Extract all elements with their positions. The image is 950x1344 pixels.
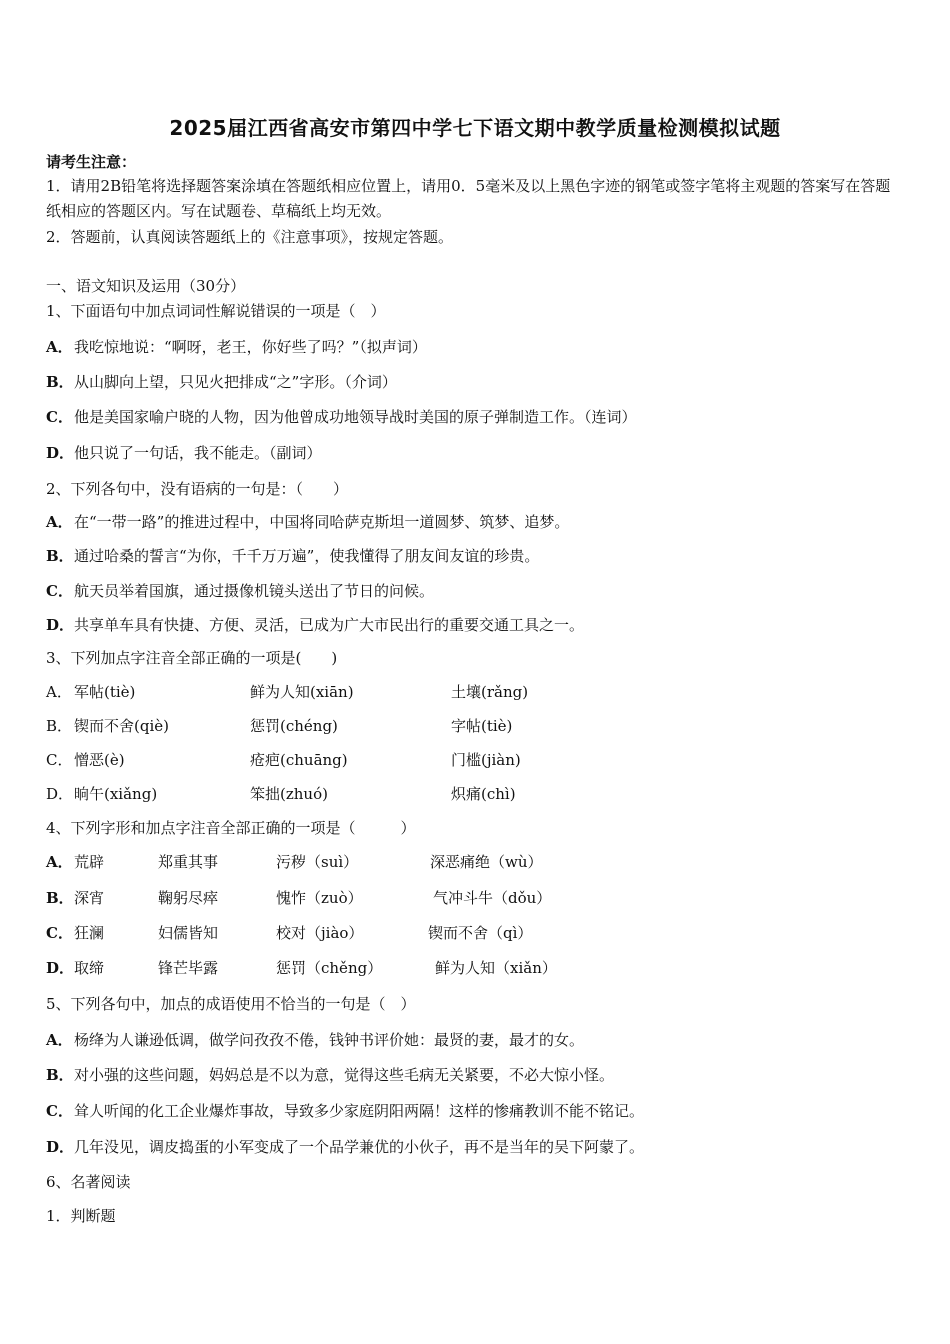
- question-1-option-a: A．我吃惊地说：“啊呀，老王，你好些了吗？”（拟声词）: [46, 338, 427, 356]
- question-2-option-a: A．在“一带一路”的推进过程中，中国将同哈萨克斯坦一道圆梦、筑梦、追梦。: [46, 513, 570, 531]
- question-2-stem: 2、下列各句中，没有语病的一句是：（ ）: [46, 480, 349, 498]
- question-3-option-a-item-3: 土壤(rǎng): [451, 683, 529, 701]
- question-3-option-d-item-2: 笨拙(zhuó): [250, 785, 328, 803]
- question-4-option-d-letter: D．: [46, 959, 75, 977]
- question-4-option-c-item-4: 锲而不舍（qì）: [428, 924, 533, 942]
- question-4-option-a-item-2: 郑重其事: [158, 853, 219, 871]
- question-3-option-a-letter: A．: [46, 683, 72, 701]
- notice-item-2: 2．答题前，认真阅读答题纸上的《注意事项》，按规定答题。: [46, 228, 454, 246]
- page-title: 2025届江西省高安市第四中学七下语文期中教学质量检测模拟试题: [169, 116, 781, 140]
- question-6-stem: 6、名著阅读: [46, 1173, 131, 1191]
- question-3-option-b-item-1: 锲而不舍(qiè): [74, 717, 169, 735]
- question-5-option-d: D．几年没见，调皮捣蛋的小军变成了一个品学兼优的小伙子，再不是当年的吴下阿蒙了。: [46, 1138, 645, 1156]
- question-3-option-c-item-1: 憎恶(è): [74, 751, 125, 769]
- question-4-option-a-item-3: 污秽（suì）: [276, 853, 359, 871]
- question-4-option-b-item-4: 气冲斗牛（dǒu）: [433, 889, 552, 907]
- question-4-option-a-letter: A．: [46, 853, 73, 871]
- question-4-option-d-item-3: 惩罚（chěng）: [276, 959, 383, 977]
- section-heading: 一、语文知识及运用（30分）: [46, 277, 246, 295]
- question-4-option-d-item-1: 取缔: [74, 959, 105, 977]
- notice-item-1: 1．请用2B铅笔将选择题答案涂填在答题纸相应位置上，请用0．5毫米及以上黑色字迹的钢笔或签字笔将主观题的答案写在答题纸相应的答题区内。写在试题卷、草稿纸上均无效。: [46, 177, 891, 220]
- question-4-option-b-item-3: 愧怍（zuò）: [276, 889, 363, 907]
- question-1-option-c: C．他是美国家喻户晓的人物，因为他曾成功地领导战时美国的原子弹制造工作。（连词）: [46, 408, 637, 426]
- question-3-option-d-letter: D．: [46, 785, 74, 803]
- question-6-subheading: 1．判断题: [46, 1207, 116, 1225]
- question-3-stem: 3、下列加点字注音全部正确的一项是( ): [46, 649, 338, 667]
- question-2-option-d: D．共享单车具有快捷、方便、灵活，已成为广大市民出行的重要交通工具之一。: [46, 616, 585, 634]
- question-4-option-a-item-1: 荒辟: [74, 853, 105, 871]
- question-4-option-c-item-3: 校对（jiào）: [276, 924, 364, 942]
- question-4-option-c-item-2: 妇儒皆知: [158, 924, 219, 942]
- question-5-stem: 5、下列各句中，加点的成语使用不恰当的一句是（ ）: [46, 995, 416, 1013]
- question-1-option-b: B．从山脚向上望，只见火把排成“之”字形。（介词）: [46, 373, 397, 391]
- question-3-option-b-item-3: 字帖(tiè): [451, 717, 513, 735]
- question-3-option-b-item-2: 惩罚(chéng): [250, 717, 338, 735]
- notice-heading: 请考生注意：: [46, 153, 137, 171]
- question-3-option-d-item-3: 炽痛(chì): [451, 785, 516, 803]
- question-3-option-a-item-1: 军帖(tiè): [74, 683, 136, 701]
- question-2-option-c: C．航天员举着国旗，通过摄像机镜头送出了节日的问候。: [46, 582, 435, 600]
- question-4-option-c-letter: C．: [46, 924, 73, 942]
- question-4-stem: 4、下列字形和加点字注音全部正确的一项是（ ）: [46, 819, 416, 837]
- question-1-option-d: D．他只说了一句话，我不能走。（副词）: [46, 444, 322, 462]
- question-4-option-a-item-4: 深恶痛绝（wù）: [430, 853, 543, 871]
- question-4-option-b-item-1: 深宵: [74, 889, 105, 907]
- question-3-option-c-item-2: 疮疤(chuāng): [250, 751, 348, 769]
- question-3-option-a-item-2: 鲜为人知(xiān): [250, 683, 354, 701]
- question-2-option-b: B．通过哈桑的誓言“为你，千千万万遍”，使我懂得了朋友间友谊的珍贵。: [46, 547, 540, 565]
- question-4-option-b-letter: B．: [46, 889, 74, 907]
- question-5-option-c: C．耸人听闻的化工企业爆炸事故，导致多少家庭阴阳两隔！这样的惨痛教训不能不铭记。: [46, 1102, 645, 1120]
- question-5-option-b: B．对小强的这些问题，妈妈总是不以为意，觉得这些毛病无关紧要，不必大惊小怪。: [46, 1066, 615, 1084]
- question-4-option-c-item-1: 狂澜: [74, 924, 105, 942]
- question-3-option-d-item-1: 晌午(xiǎng): [74, 785, 158, 803]
- question-4-option-d-item-4: 鲜为人知（xiǎn）: [435, 959, 557, 977]
- question-3-option-b-letter: B．: [46, 717, 73, 735]
- question-3-option-c-item-3: 门槛(jiàn): [451, 751, 521, 769]
- question-1-stem: 1、下面语句中加点词词性解说错误的一项是（ ）: [46, 302, 386, 320]
- question-4-option-b-item-2: 鞠躬尽瘁: [158, 889, 219, 907]
- question-3-option-c-letter: C．: [46, 751, 73, 769]
- question-5-option-a: A．杨绛为人谦逊低调，做学问孜孜不倦，钱钟书评价她：最贤的妻，最才的女。: [46, 1031, 585, 1049]
- question-4-option-d-item-2: 锋芒毕露: [158, 959, 219, 977]
